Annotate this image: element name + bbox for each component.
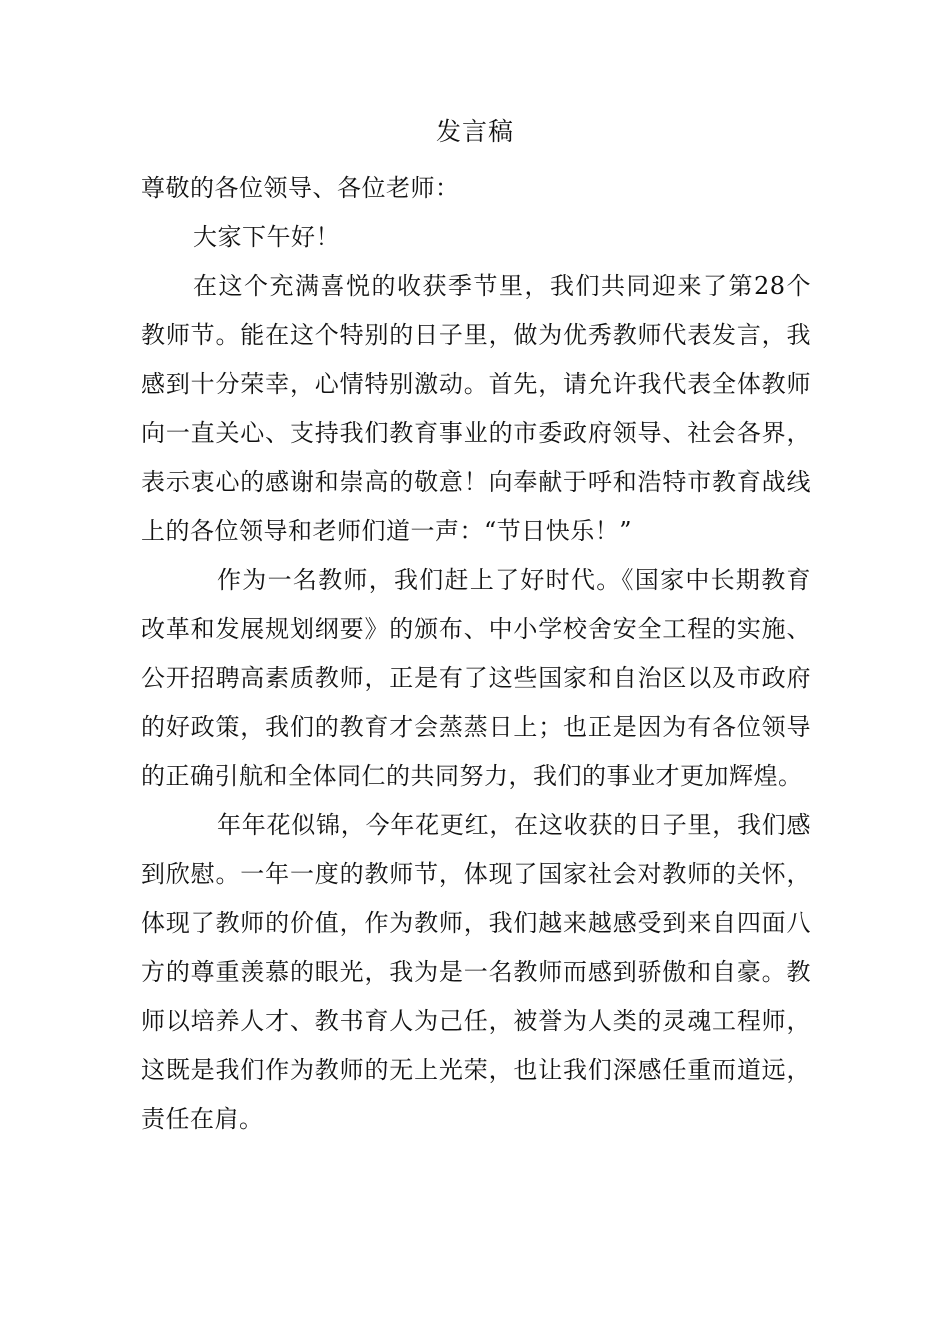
salutation: 尊敬的各位领导、各位老师： bbox=[141, 174, 460, 202]
body-paragraph-3: 年年花似锦，今年花更红，在这收获的日子里，我们感到欣慰。一年一度的教师节，体现了国家社会对教师的关怀，体现了教师的价值，作为教师，我们越来越感受到来自四面八方的尊重羡慕的眼光，我为是一名教师而感到骄傲和自豪。教师以培养人才、教书育人为己任，被誉为人类的灵魂工程师，这既是我们作为教师的无上光荣，也让我们深感任重而道远，责任在肩。 bbox=[141, 811, 811, 1133]
document-body bbox=[141, 164, 811, 1144]
body-paragraph-1: 在这个充满喜悦的收获季节里，我们共同迎来了第28个教师节。能在这个特别的日子里，做为优秀教师代表发言，我感到十分荣幸，心情特别激动。首先，请允许我代表全体教师向一直关心、支持我们教育事业的市委政府领导、社会各界，表示衷心的感谢和崇高的敬意！向奉献于呼和浩特市教育战线上的各位领导和老师们道一声：“节日快乐！” bbox=[141, 272, 811, 545]
greeting-paragraph: 大家下午好！ bbox=[193, 223, 340, 251]
document-title: 发言稿 bbox=[435, 117, 514, 146]
body-paragraph-2: 作为一名教师，我们赶上了好时代。《国家中长期教育改革和发展规划纲要》的颁布、中小学校舍安全工程的实施、公开招聘高素质教师，正是有了这些国家和自治区以及市政府的好政策，我们的教育才会蒸蒸日上；也正是因为有各位领导的正确引航和全体同仁的共同努力，我们的事业才更加辉煌。 bbox=[141, 566, 811, 790]
